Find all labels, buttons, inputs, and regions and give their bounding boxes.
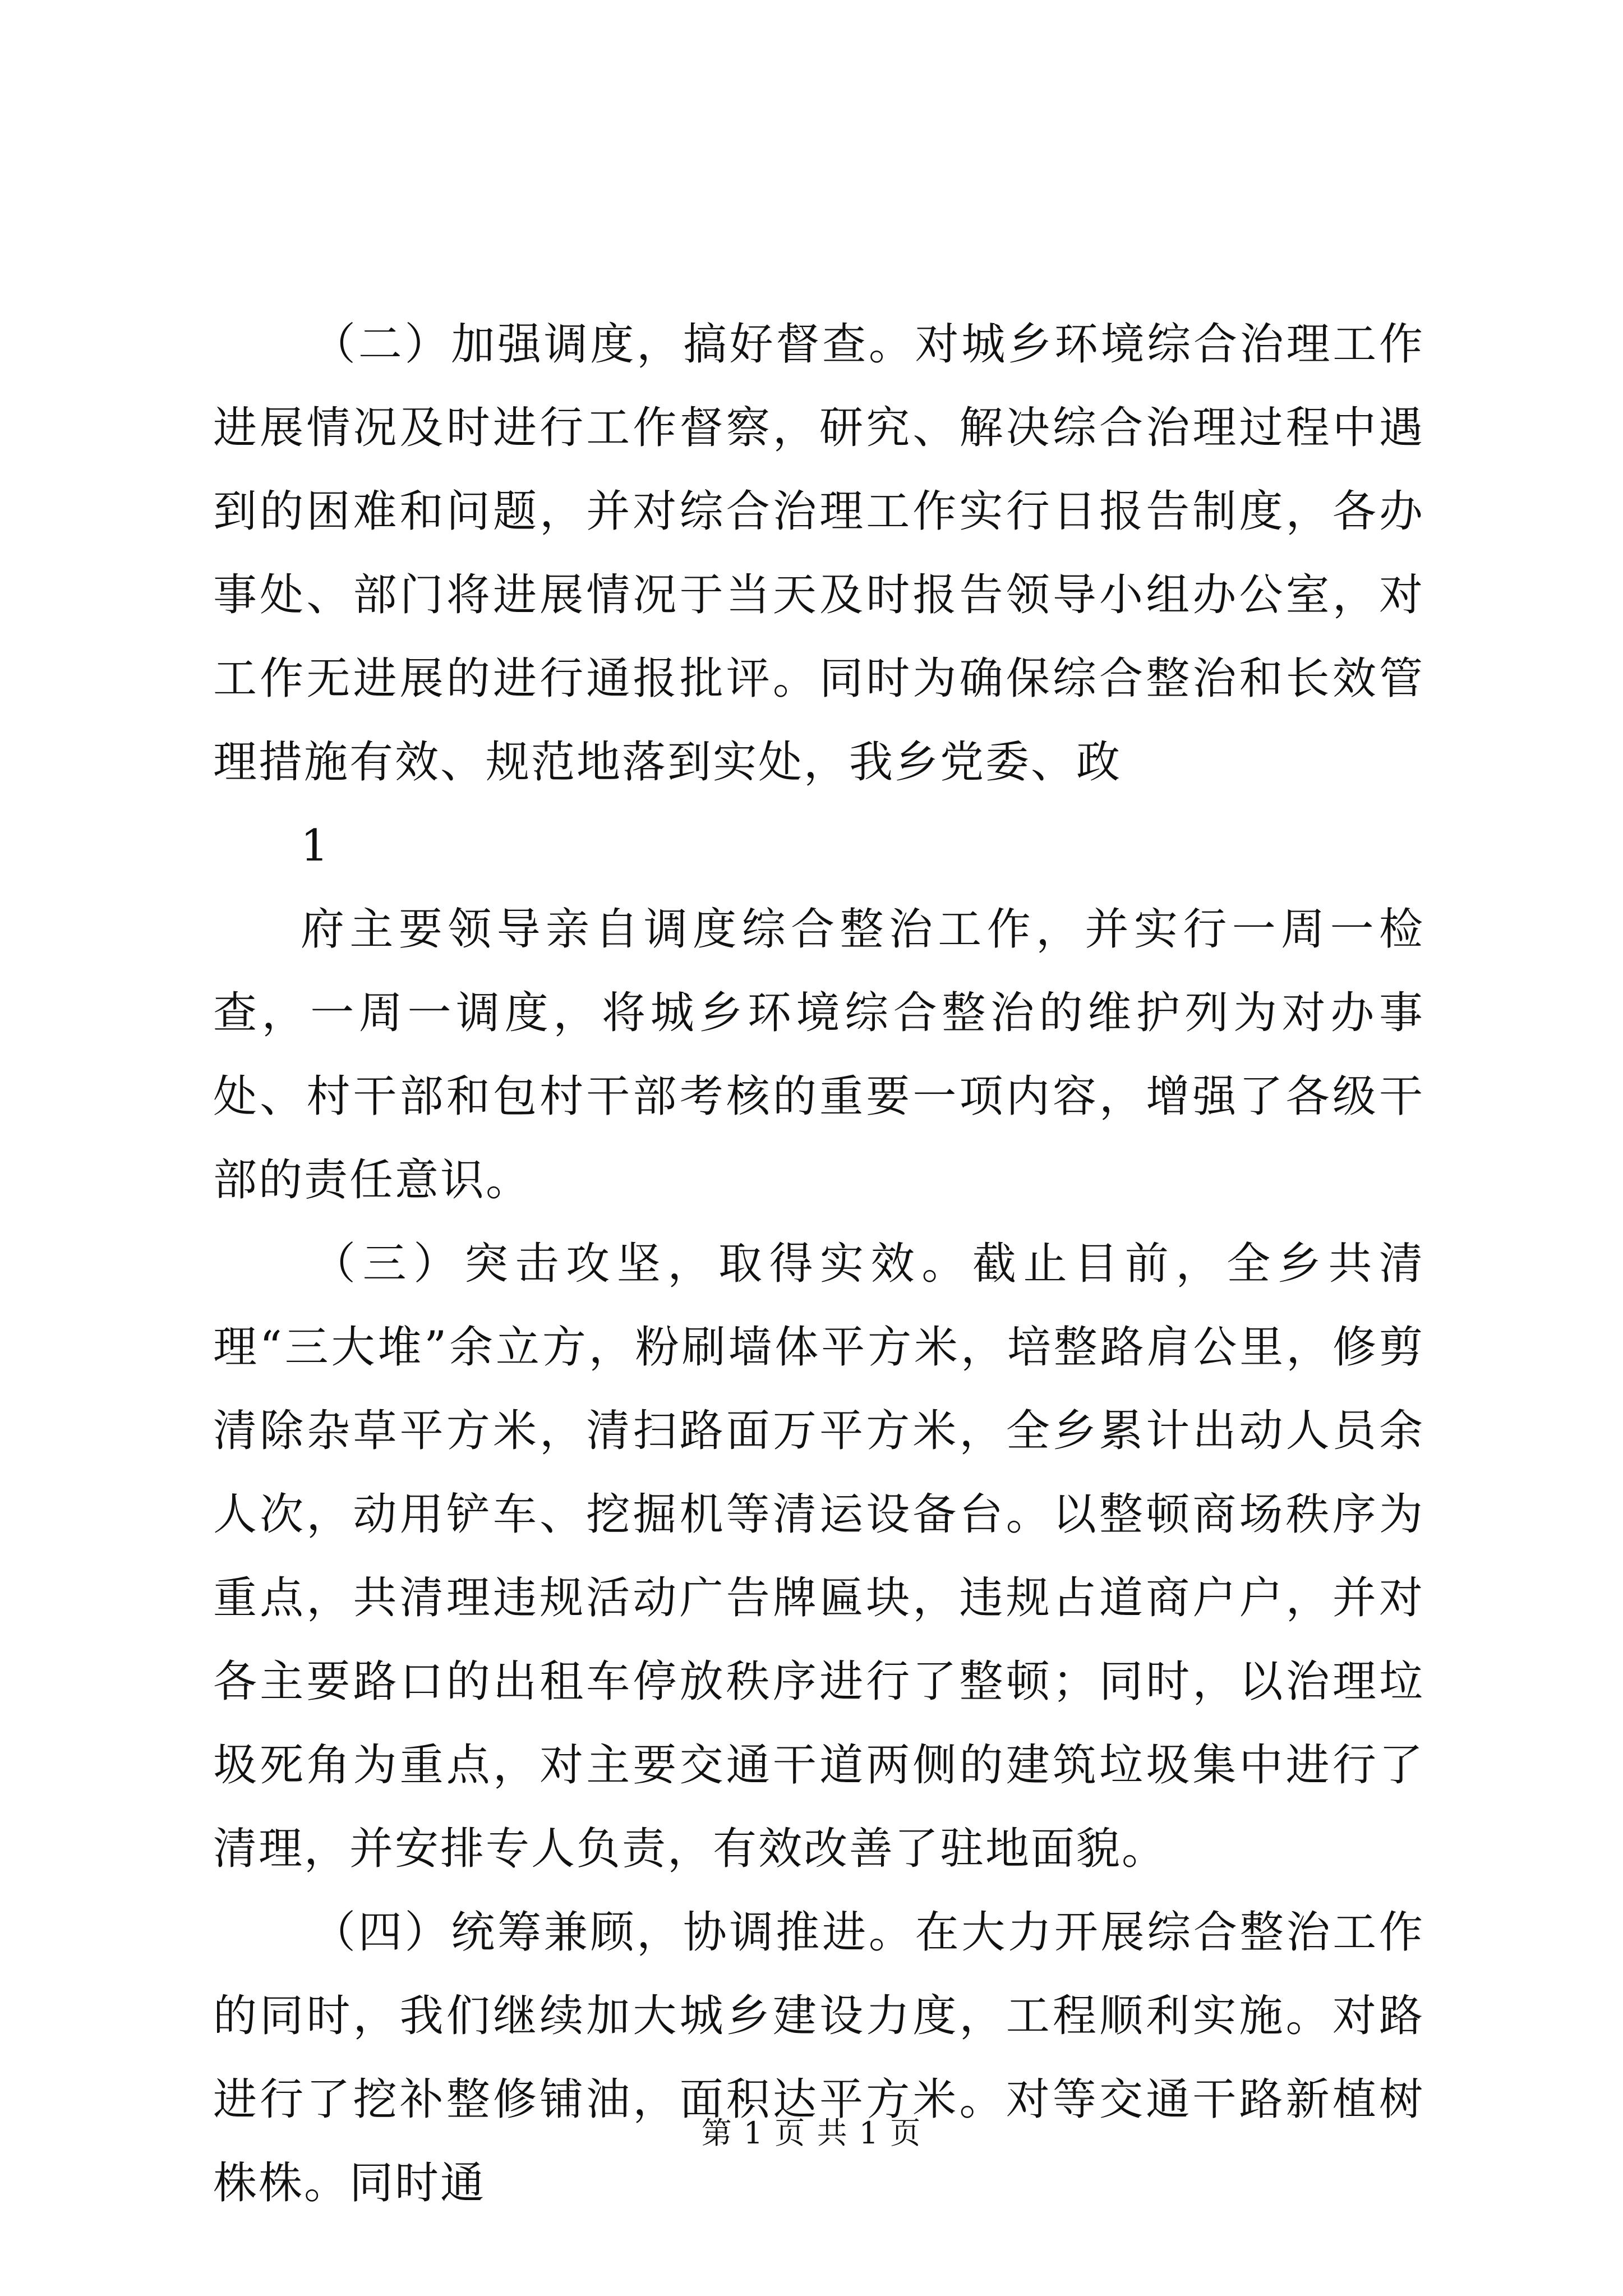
paragraph-continuation: 府主要领导亲自调度综合整治工作，并实行一周一检查，一周一调度，将城乡环境综合整治的维护列为对办事处、村干部和包村干部考核的重要一项内容，增强了各级干部的责任意识。 (213, 904, 1424, 1205)
inline-page-number: 1 (301, 821, 329, 871)
paragraph-section-3: （三）突击攻坚，取得实效。截止目前，全乡共清理“三大堆”余立方，粉刷墙体平方米，培整路肩公里，修剪清除杂草平方米，清扫路面万平方米，全乡累计出动人员余人次，动用铲车、挖掘机等清运设备台。以整顿商场秩序为重点，共清理违规活动广告牌匾块，违规占道商户户，并对各主要路口的出租车停放秩序进行了整顿；同时，以治理垃圾死角为重点，对主要交通干道两侧的建筑垃圾集中进行了清理，并安排专人负责，有效改善了驻地面貌。 (213, 1239, 1424, 1874)
paragraph-section-4: （四）统筹兼顾，协调推进。在大力开展综合整治工作的同时，我们继续加大城乡建设力度，工程顺利实施。对路进行了挖补整修铺油，面积达平方米。对等交通干路新植树株株。同时通 (213, 1907, 1424, 2208)
paragraph-section-2: （二）加强调度，搞好督查。对城乡环境综合治理工作进展情况及时进行工作督察，研究、解决综合治理过程中遇到的困难和问题，并对综合治理工作实行日报告制度，各办事处、部门将进展情况于当天及时报告领导小组办公室，对工作无进展的进行通报批评。同时为确保综合整治和长效管理措施有效、规范地落到实处，我乡党委、政 (213, 319, 1424, 788)
page-footer: 第 1 页 共 1 页 (701, 2115, 922, 2151)
document-body (213, 303, 1424, 2225)
